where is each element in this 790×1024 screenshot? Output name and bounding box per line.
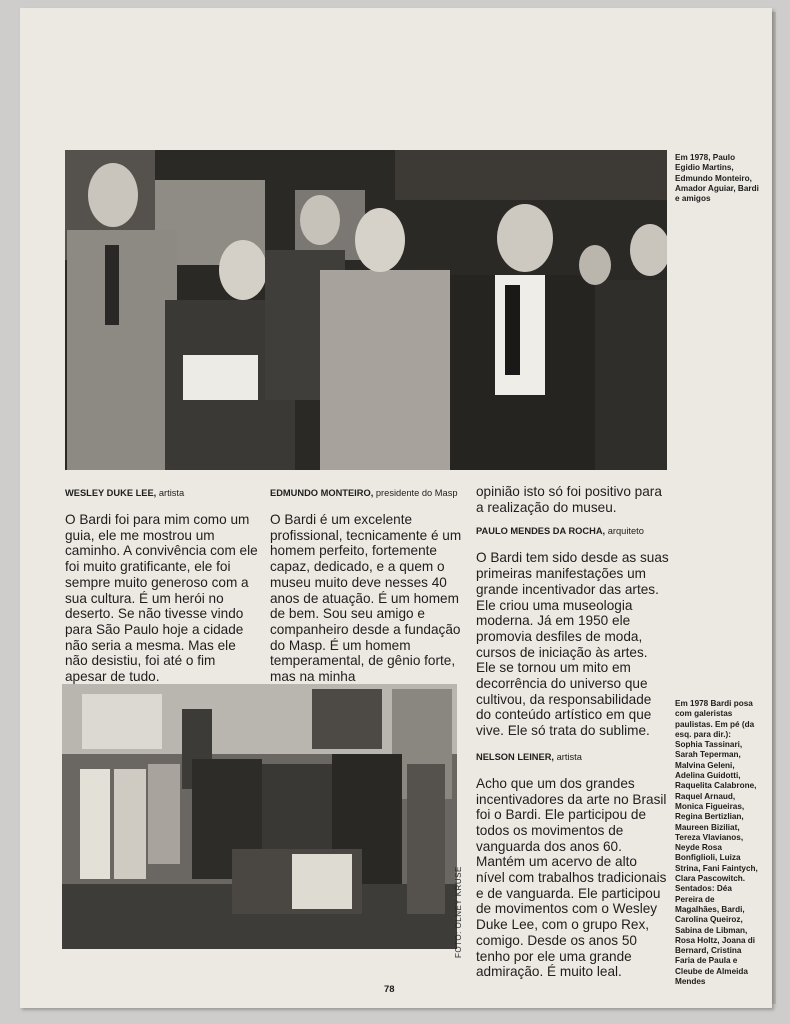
speaker-heading (270, 487, 465, 500)
column-1 (65, 487, 260, 685)
photo-gallery-women (62, 684, 457, 949)
photo-gallery-women-image (62, 684, 457, 949)
quote-text: O Bardi tem sido desde as suas primeiras manifestações um grande incentivador das artes. Ele criou uma museologia moderna. Já em 1950 ele promovia desfiles de moda, cursos de iniciação às artes. Ele se tornou um mito em decorrência do universo que cultivou, da responsabilidade do conteúdo artístico em que vive. Ele só trata do sublime. (476, 550, 669, 739)
speaker-role: artista (156, 488, 185, 498)
photo-men-caption: Em 1978, Paulo Egidio Martins, Edmundo Monteiro, Amador Aguiar, Bardi e amigos (675, 153, 759, 204)
photo-men-speech (65, 150, 667, 470)
column-2 (270, 487, 465, 685)
quote-text: O Bardi é um excelente profissional, tecnicamente é um homem perfeito, fortemente capaz, dedicado, e a quem o museu muito deve nesses 40 anos de atuação. É um homem de bem. Sou seu amigo e companheiro desde a fundação do Masp. É um homem temperamental, de gênio forte, mas na minha (270, 512, 462, 685)
column-3 (476, 484, 669, 980)
speaker-name: PAULO MENDES DA ROCHA, (476, 526, 606, 537)
speaker-heading (476, 525, 669, 538)
page-number: 78 (384, 984, 395, 995)
speaker-heading (476, 751, 669, 764)
photo-men-speech-image (65, 150, 667, 470)
speaker-name: WESLEY DUKE LEE, (65, 488, 157, 498)
speaker-role: arquiteto (605, 526, 644, 537)
photo-gallery-caption: Em 1978 Bardi posa com galeristas paulistas. Em pé (da esq. para dir.): Sophia Tassinari, Sarah Teperman, Malvina Geleni, Adelina Guidotti, Raquelita Calabrone, Raquel Arnaud, Monica Figueiras, Regina Bertizlian, Maureen Biziliat, Tereza Vlavianos, Neyde Rosa Bonfiglioli, Luiza Strina, Fani Faintych, Clara Pascowitch. Sentados: Déa Pereira de Magalhães, Bardi, Carolina Queiroz, Sabina de Libman, Rosa Holtz, Joana di Bernard, Cristina Faria de Paula e Cleube de Almeida Mendes (675, 699, 758, 987)
photo-credit: FOTO: OLNEY KRUSE (454, 866, 463, 958)
quote-continuation: opinião isto só foi positivo para a realização do museu. (476, 484, 662, 515)
quote-text: O Bardi foi para mim como um guia, ele me mostrou um caminho. A convivência com ele foi muito gratificante, ele foi sempre muito generoso com a sua cultura. É um herói no deserto. Se não tivesse vindo para São Paulo hoje a cidade não seria a mesma. Mas ele não desistiu, foi até o fim apesar de tudo. (65, 512, 258, 685)
speaker-name: EDMUNDO MONTEIRO, (270, 488, 374, 498)
speaker-role: presidente do Masp (373, 488, 458, 498)
quote-text: Acho que um dos grandes incentivadores da arte no Brasil foi o Bardi. Ele participou de todos os movimentos de vanguarda dos anos 60. Mantém um acervo de alto nível com trabalhos tradicionais e de vanguarda. Ele participou de movimentos com o Wesley Duke Lee, com o grupo Rex, comigo. Desde os anos 50 tenho por ele uma grande admiração. É muito leal. (476, 775, 667, 980)
page-edge (772, 12, 776, 1004)
speaker-name: NELSON LEINER, (476, 751, 554, 762)
speaker-role: artista (554, 751, 582, 762)
speaker-heading (65, 487, 260, 500)
